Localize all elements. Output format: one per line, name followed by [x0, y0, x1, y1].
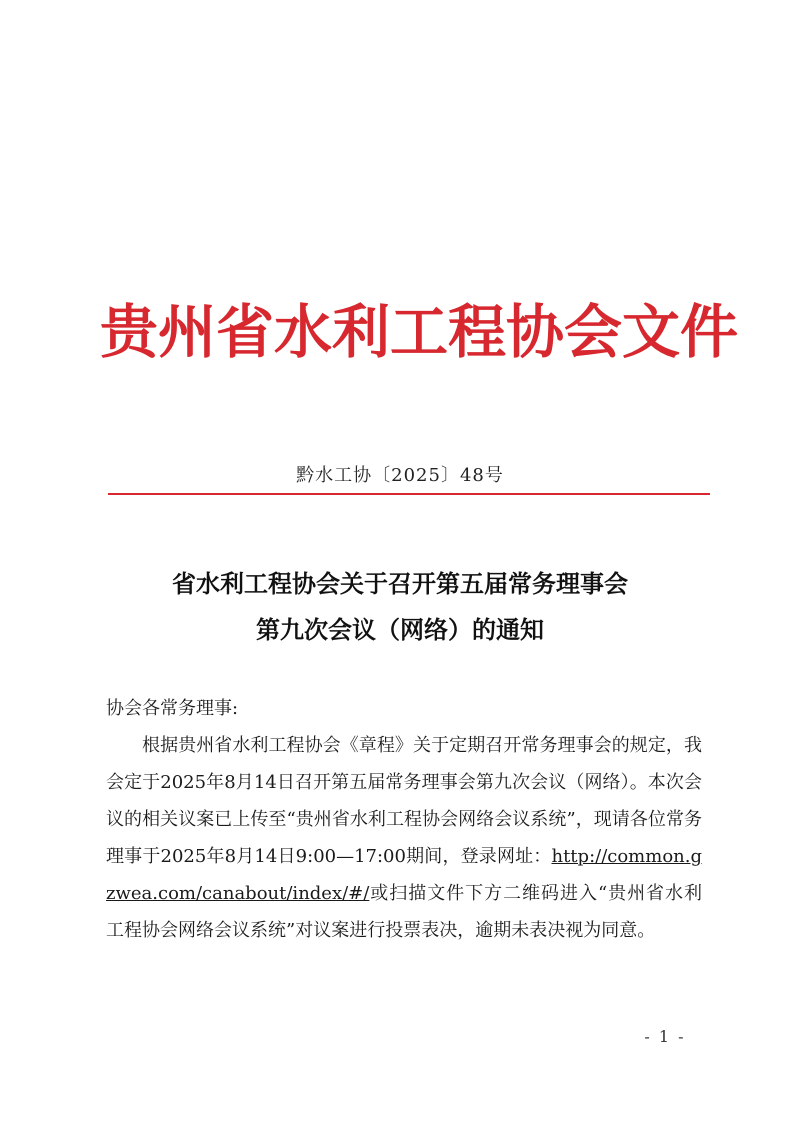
salutation: 协会各常务理事: — [106, 698, 239, 719]
org-masthead-title: 贵州省水利工程协会文件 — [100, 298, 739, 366]
page-number: - 1 - — [644, 1027, 686, 1046]
paragraph-text-part-2: 或扫描文件下方二维码进入“贵州省水利工程协会网络会议系统”对议案进行投票表决，逾期未表决视为同意。 — [106, 883, 702, 941]
paragraph-text-part-1: 根据贵州省水利工程协会《章程》关于定期召开常务理事会的规定，我会定于2025年8月14日召开第五届常务理事会第九次会议（网络）。本次会议的相关议案已上传至“贵州省水利工程协会网络会议系统”，现请各位常务理事于2025年8月14日9:00—17:00期间，登录网址： — [106, 735, 702, 867]
notice-title-line-1: 省水利工程协会关于召开第五届常务理事会 — [172, 570, 628, 598]
meeting-system-link[interactable]: http://common.gzwea.com/canabout/index/#/ — [106, 846, 702, 904]
red-divider-line — [108, 493, 710, 495]
notice-title — [100, 561, 700, 653]
notice-body — [106, 690, 702, 949]
notice-title-line-2: 第九次会议（网络）的通知 — [256, 616, 544, 644]
document-number: 黔水工协〔2025〕48号 — [296, 465, 504, 486]
body-paragraph — [106, 727, 702, 949]
